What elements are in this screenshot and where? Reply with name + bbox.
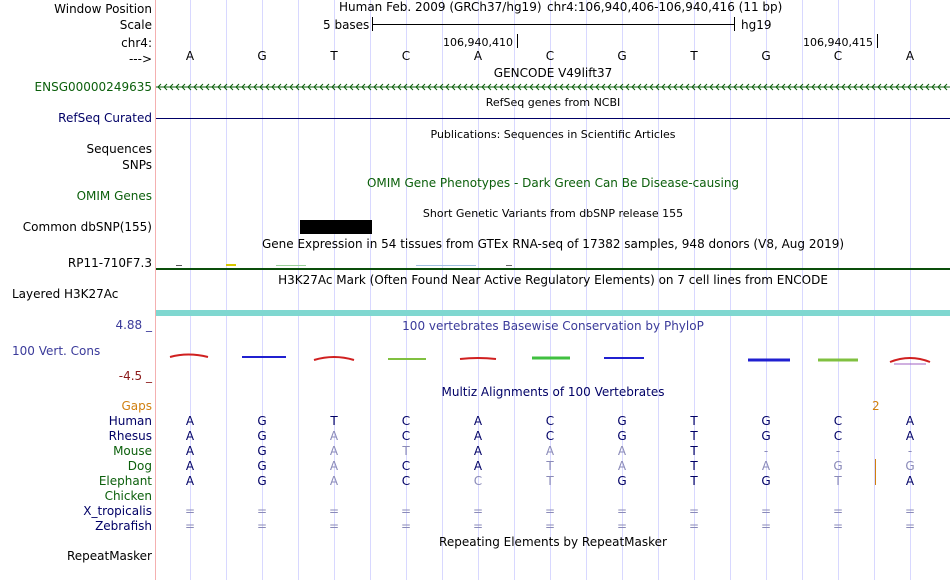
gencode-gene-feature[interactable]	[156, 81, 950, 93]
alignment-base: =	[184, 519, 196, 533]
alignment-base: A	[185, 414, 195, 428]
reference-base: C	[833, 49, 843, 63]
alignment-base: =	[688, 519, 700, 533]
species-label[interactable]: Dog	[127, 459, 152, 473]
alignment-base: T	[546, 474, 554, 488]
dbsnp-variant-block[interactable]	[300, 220, 372, 234]
alignment-base: =	[400, 504, 412, 518]
alignment-base: A	[185, 459, 195, 473]
reference-base: C	[401, 49, 411, 63]
dbsnp-track-title[interactable]: Short Genetic Variants from dbSNP release 155	[422, 207, 684, 220]
alignment-base: T	[834, 474, 842, 488]
refseq-track-title[interactable]: RefSeq genes from NCBI	[485, 96, 621, 109]
publications-track-title[interactable]: Publications: Sequences in Scientific Articles	[430, 128, 676, 141]
alignment-base: G	[761, 429, 771, 443]
reference-base: A	[185, 49, 195, 63]
species-label[interactable]: Mouse	[113, 444, 152, 458]
alignment-base: A	[473, 444, 483, 458]
alignment-base: C	[833, 429, 843, 443]
coordinate-410: 106,940,410	[443, 36, 513, 49]
assembly-title: Human Feb. 2009 (GRCh37/hg19)	[339, 0, 542, 14]
species-label[interactable]: X_tropicalis	[83, 504, 152, 518]
scale-text: 5 bases	[323, 18, 370, 32]
species-label[interactable]: Zebrafish	[95, 519, 152, 533]
omim-label[interactable]: OMIM Genes	[76, 189, 152, 203]
reference-base: G	[257, 49, 267, 63]
alignment-base: A	[329, 444, 339, 458]
alignment-base: T	[690, 429, 698, 443]
alignment-base: =	[832, 519, 844, 533]
phylop-track-title[interactable]: 100 vertebrates Basewise Conservation by PhyloP	[402, 319, 704, 333]
scale-label[interactable]: Scale	[119, 18, 152, 32]
repeatmasker-label[interactable]: RepeatMasker	[66, 549, 152, 563]
track-labels	[0, 0, 155, 580]
alignment-base: C	[545, 429, 555, 443]
alignment-base: A	[329, 429, 339, 443]
window-position-label[interactable]: Window Position	[54, 2, 152, 16]
cons-label[interactable]: 100 Vert. Cons	[12, 344, 101, 358]
alignment-base: T	[546, 459, 554, 473]
gtex-expression-bars[interactable]	[156, 262, 950, 270]
alignment-base: G	[833, 459, 843, 473]
alignment-base: A	[617, 444, 627, 458]
scale-bar-right	[734, 17, 735, 31]
reference-base: T	[690, 49, 698, 63]
alignment-base: G	[905, 459, 915, 473]
coordinate-415-tick	[877, 34, 878, 48]
alignment-base: =	[472, 504, 484, 518]
alignment-base: =	[256, 504, 268, 518]
position-title: chr4:106,940,406-106,940,416 (11 bp)	[547, 0, 783, 14]
alignment-base: G	[617, 429, 627, 443]
reference-base: T	[330, 49, 338, 63]
alignment-base: C	[401, 459, 411, 473]
scale-db: hg19	[741, 18, 772, 32]
alignment-base: A	[329, 474, 339, 488]
alignment-base: =	[904, 504, 916, 518]
alignment-base: T	[690, 459, 698, 473]
alignment-base: T	[690, 444, 698, 458]
alignment-base: C	[401, 474, 411, 488]
reference-base: G	[617, 49, 627, 63]
refseq-gene-line[interactable]	[156, 118, 950, 119]
gencode-gene-label[interactable]: ENSG00000249635	[34, 80, 152, 94]
alignment-base: G	[257, 429, 267, 443]
h3k27ac-track-title[interactable]: H3K27Ac Mark (Often Found Near Active Regulatory Elements) on 7 cell lines from ENCODE	[278, 273, 828, 287]
gencode-track-title[interactable]: GENCODE V49lift37	[493, 66, 613, 80]
alignment-base: G	[257, 444, 267, 458]
alignment-base: G	[617, 414, 627, 428]
alignment-base: =	[472, 519, 484, 533]
alignment-base: =	[688, 504, 700, 518]
coordinate-415: 106,940,415	[803, 36, 873, 49]
alignment-base: T	[690, 414, 698, 428]
alignment-base: A	[905, 474, 915, 488]
species-label[interactable]: Human	[108, 414, 152, 428]
alignment-base: T	[330, 414, 338, 428]
strand-arrow-label[interactable]: --->	[128, 52, 152, 66]
h3k27ac-label[interactable]: Layered H3K27Ac	[12, 287, 119, 301]
alignment-base: A	[329, 459, 339, 473]
gaps-count: 2	[872, 399, 880, 413]
alignment-base: G	[257, 474, 267, 488]
species-label[interactable]: Elephant	[98, 474, 152, 488]
sequences-label[interactable]: Sequences	[86, 142, 152, 156]
species-label[interactable]: Chicken	[104, 489, 152, 503]
alignment-base: =	[256, 519, 268, 533]
alignment-base: C	[473, 474, 483, 488]
alignment-base: G	[257, 414, 267, 428]
refseq-label[interactable]: RefSeq Curated	[58, 111, 152, 125]
phylop-conservation-plot[interactable]	[156, 348, 950, 368]
alignment-base: G	[257, 459, 267, 473]
alignment-base: G	[617, 474, 627, 488]
alignment-base: =	[832, 504, 844, 518]
gtex-track-title[interactable]: Gene Expression in 54 tissues from GTEx RNA-seq of 17382 samples, 948 donors (V8, Aug 2019)	[261, 237, 845, 251]
reference-base: A	[473, 49, 483, 63]
alignment-base: =	[544, 504, 556, 518]
alignment-base: C	[545, 414, 555, 428]
h3k27ac-signal[interactable]	[156, 310, 950, 316]
alignment-base: =	[328, 519, 340, 533]
alignment-base: =	[184, 504, 196, 518]
reference-base: G	[761, 49, 771, 63]
alignment-base: C	[401, 414, 411, 428]
track-area[interactable]	[156, 0, 950, 580]
gtex-gene-label[interactable]: RP11-710F7.3	[67, 256, 152, 270]
reference-base: C	[545, 49, 555, 63]
alignment-base: -	[835, 444, 841, 458]
alignment-base: A	[473, 414, 483, 428]
cons-max-label: 4.88 _	[115, 318, 152, 332]
alignment-base: T	[402, 444, 410, 458]
alignment-base: A	[761, 459, 771, 473]
alignment-base: C	[401, 429, 411, 443]
alignment-base: =	[760, 504, 772, 518]
alignment-base: A	[473, 429, 483, 443]
cons-min-label: -4.5 _	[118, 369, 152, 383]
alignment-base: =	[400, 519, 412, 533]
alignment-base: G	[761, 474, 771, 488]
multiz-track-title[interactable]: Multiz Alignments of 100 Vertebrates	[441, 385, 665, 399]
alignment-base: A	[545, 444, 555, 458]
alignment-base: -	[907, 444, 913, 458]
coordinate-410-tick	[517, 34, 518, 48]
alignment-base: A	[185, 474, 195, 488]
repeatmasker-track-title[interactable]: Repeating Elements by RepeatMasker	[439, 535, 667, 549]
dbsnp-label[interactable]: Common dbSNP(155)	[22, 220, 152, 234]
alignment-base: T	[690, 474, 698, 488]
alignment-base: =	[328, 504, 340, 518]
species-label[interactable]: Rhesus	[108, 429, 152, 443]
alignment-base: A	[185, 429, 195, 443]
snps-label[interactable]: SNPs	[122, 158, 152, 172]
alignment-base: =	[760, 519, 772, 533]
alignment-base: A	[617, 459, 627, 473]
alignment-base: A	[473, 459, 483, 473]
reference-base: A	[905, 49, 915, 63]
alignment-base: =	[904, 519, 916, 533]
chr-label[interactable]: chr4:	[121, 36, 152, 50]
gap-marker	[875, 459, 876, 485]
alignment-base: =	[616, 519, 628, 533]
scale-bar	[372, 24, 734, 25]
alignment-base: G	[761, 414, 771, 428]
alignment-base: =	[544, 519, 556, 533]
alignment-base: A	[905, 429, 915, 443]
alignment-base: -	[763, 444, 769, 458]
alignment-base: A	[185, 444, 195, 458]
alignment-base: C	[833, 414, 843, 428]
omim-track-title[interactable]: OMIM Gene Phenotypes - Dark Green Can Be Disease-causing	[366, 176, 740, 190]
alignment-base: =	[616, 504, 628, 518]
gaps-label[interactable]: Gaps	[121, 399, 152, 413]
alignment-base: A	[905, 414, 915, 428]
